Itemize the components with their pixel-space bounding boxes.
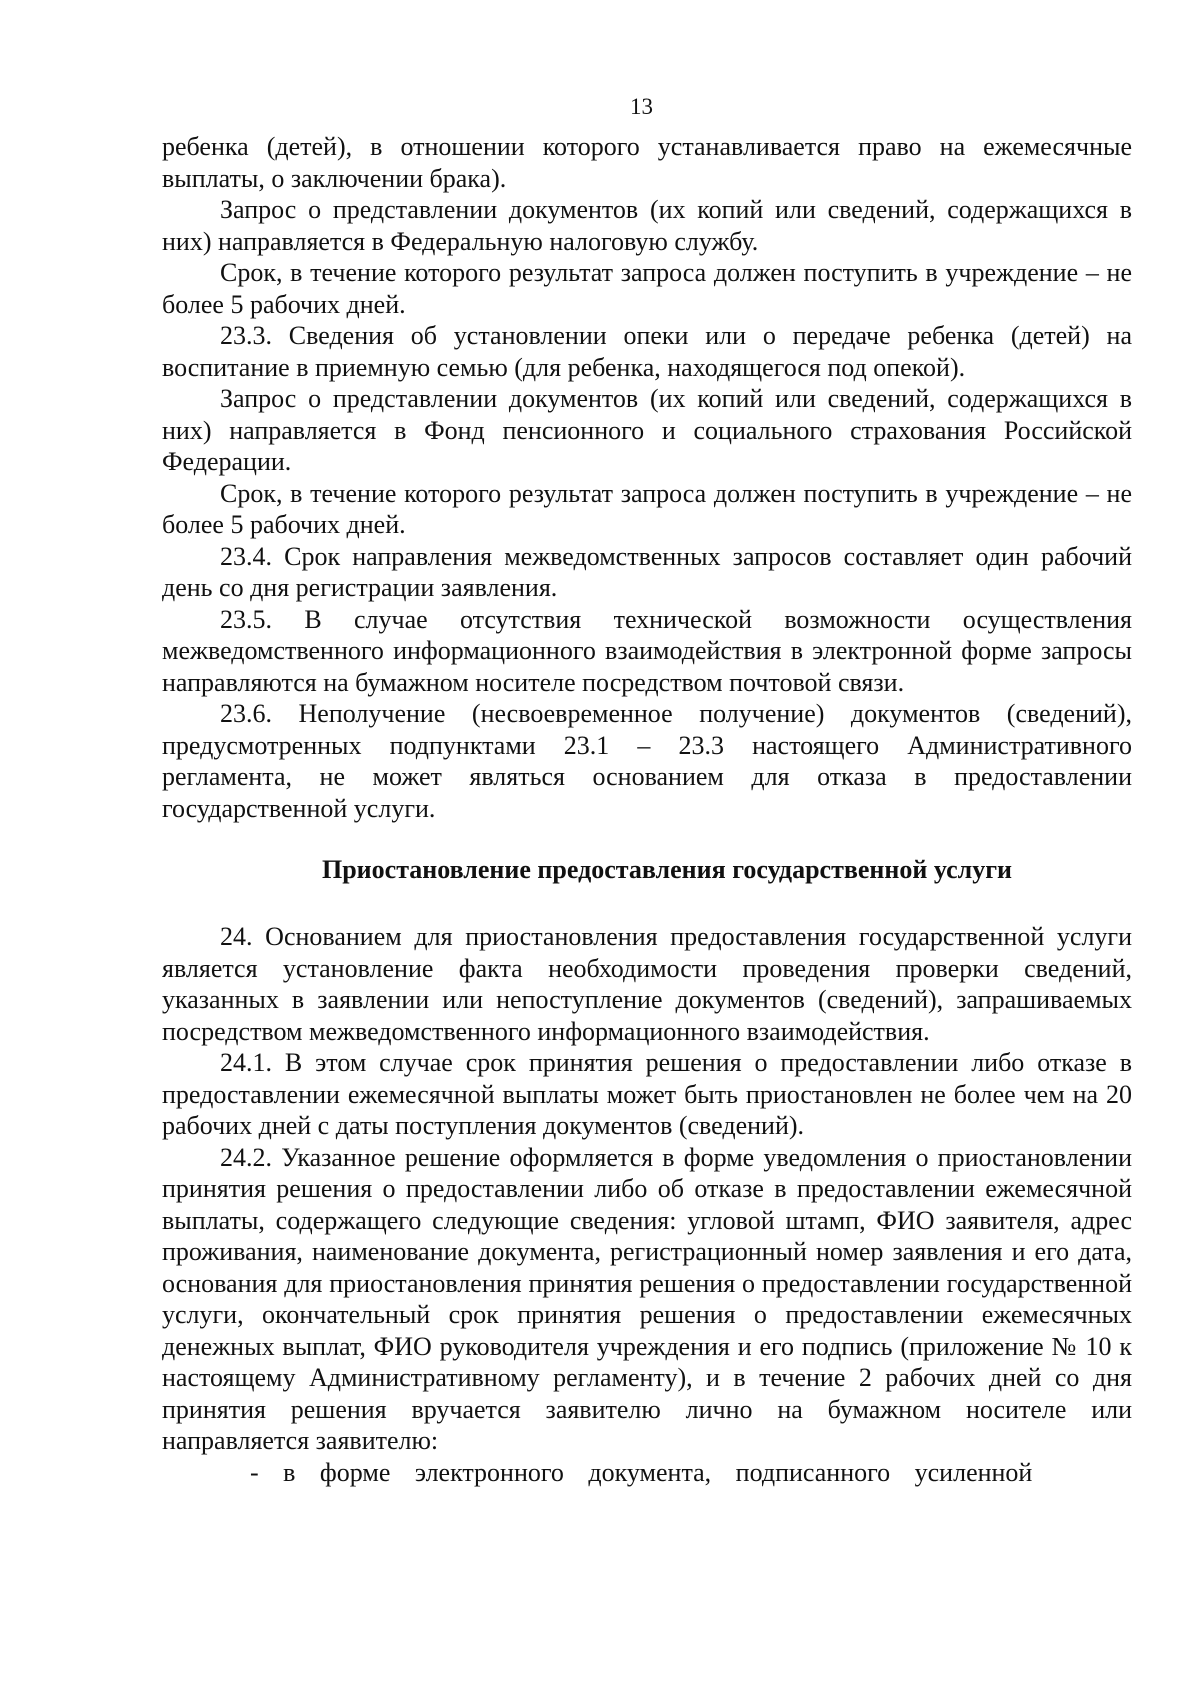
paragraph: Срок, в течение которого результат запроса должен поступить в учреждение – не более 5 рабочих дней.	[162, 478, 1132, 539]
paragraph: 23.4. Срок направления межведомственных запросов составляет один рабочий день со дня регистрации заявления.	[162, 541, 1132, 602]
paragraph: Запрос о представлении документов (их копий или сведений, содержащихся в них) направляется в Фонд пенсионного и социального страхования Российской Федерации.	[162, 384, 1132, 476]
paragraph: 23.6. Неполучение (несвоевременное получение) документов (сведений), предусмотренных подпунктами 23.1 – 23.3 настоящего Административного регламента, не может являться основанием для отказа в предоставлении государственной услуги.	[162, 699, 1132, 823]
list-item-dash: - в форме электронного документа, подписанного усиленной	[250, 1457, 1033, 1487]
paragraph: Запрос о представлении документов (их копий или сведений, содержащихся в них) направляется в Федеральную налоговую службу.	[162, 195, 1132, 256]
paragraph: 24. Основанием для приостановления предоставления государственной услуги является установление факта необходимости проведения проверки сведений, указанных в заявлении или непоступление документов (сведений), запрашиваемых посредством межведомственного информационного взаимодействия.	[162, 922, 1132, 1046]
paragraph: 23.3. Сведения об установлении опеки или о передаче ребенка (детей) на воспитание в приемную семью (для ребенка, находящегося под опекой).	[162, 321, 1132, 382]
paragraph: 24.2. Указанное решение оформляется в форме уведомления о приостановлении принятия решения о предоставлении либо об отказе в предоставлении ежемесячной выплаты, содержащего следующие сведения: угловой штамп, ФИО заявителя, адрес проживания, наименование документа, регистрационный номер заявления и его дата, основания для приостановления принятия решения о предоставлении государственной услуги, окончательный срок принятия решения о предоставлении ежемесячных денежных выплат, ФИО руководителя учреждения и его подпись (приложение № 10 к настоящему Административному регламенту), и в течение 2 рабочих дней со дня принятия решения вручается заявителю лично на бумажном носителе или направляется заявителю:	[162, 1142, 1132, 1455]
page-number: 13	[630, 94, 653, 119]
paragraph-continuation: ребенка (детей), в отношении которого устанавливается право на ежемесячные выплаты, о заключении брака).	[162, 132, 1132, 193]
paragraph: 23.5. В случае отсутствия технической возможности осуществления межведомственного информационного взаимодействия в электронной форме запросы направляются на бумажном носителе посредством почтовой связи.	[162, 604, 1132, 697]
document-body	[162, 131, 1132, 1488]
paragraph: Срок, в течение которого результат запроса должен поступить в учреждение – не более 5 рабочих дней.	[162, 258, 1132, 319]
section-heading: Приостановление предоставления государственной услуги	[321, 855, 1012, 884]
paragraph: 24.1. В этом случае срок принятия решения о предоставлении либо отказе в предоставлении ежемесячной выплаты может быть приостановлен не более чем на 20 рабочих дней с даты поступления документов (сведений).	[162, 1048, 1132, 1140]
